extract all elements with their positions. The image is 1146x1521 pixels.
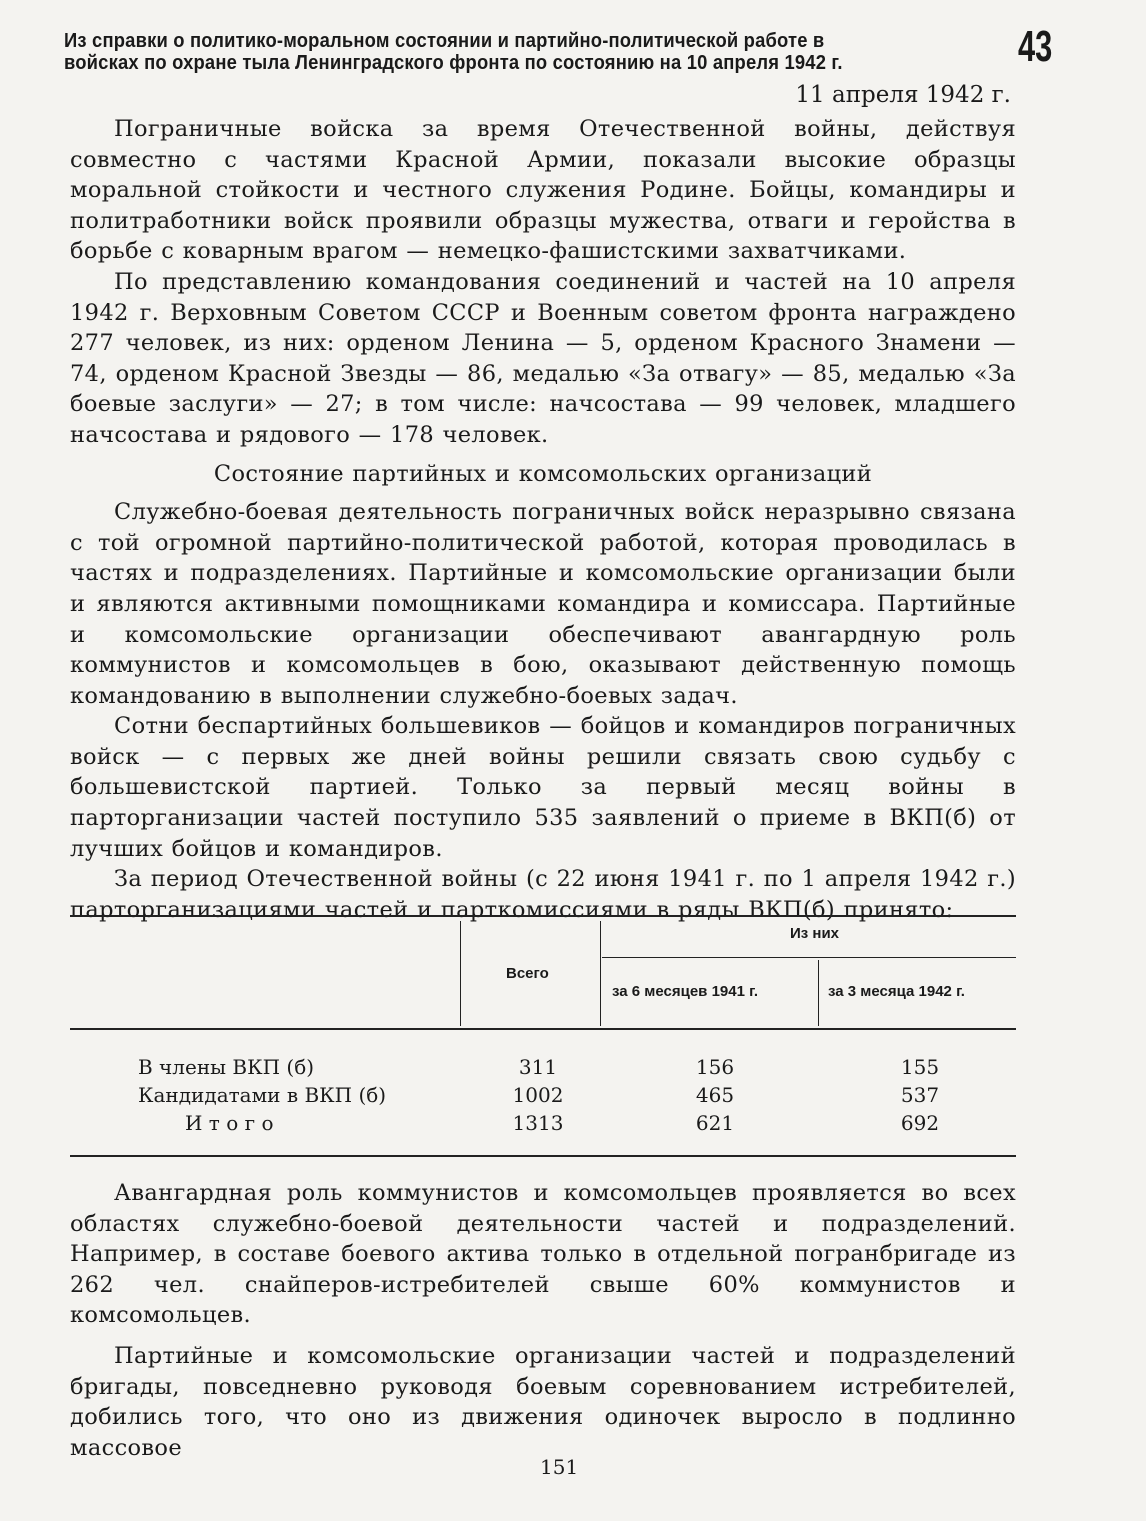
- cell-total: 311: [518, 1055, 558, 1079]
- paragraph: По представлению командования соединений и частей на 10 апреля 1942 г. Верховным Советом СССР и Военным советом фронта награждено 277 человек, из них: орденом Ленина — 5, орденом Красного Знамени — 74, орденом Красной Звезды — 86, медалью «За отвагу» — 85, медалью «За боевые заслуги» — 27; в том числе: начсостава — 99 человек, младшего начсостава и рядового — 178 человек.: [70, 268, 1016, 448]
- admissions-table: [70, 915, 1016, 1160]
- document-heading: Из справки о политико-моральном состоянии и партийно-политической работе в войсках по охране тыла Ленинградского фронта по состоянию на 10 апреля 1942 г.: [64, 30, 843, 74]
- paragraph: Служебно-боевая деятельность пограничных войск неразрывно связана с той огромной партийно-политической работой, которая проводилась в частях и подразделениях. Партийные и комсомольские организации были и являются активными помощниками командира и комиссара. Партийные и комсомольские организации обеспечивают авангардную роль коммунистов и комсомольцев в бою, оказывают действенную помощь командованию в выполнении служебно-боевых задач.: [70, 499, 1016, 709]
- section-subheading: Состояние партийных и комсомольских организаций: [213, 460, 873, 487]
- paragraph: Авангардная роль коммунистов и комсомольцев проявляется во всех областях служебно-боевой деятельности частей и подразделений. Например, в составе боевого актива только в отдельной погранбригаде из 262 чел. снайперов-истребителей свыше 60% коммунистов и комсомольцев.: [70, 1180, 1016, 1329]
- row-label: И т о г о: [185, 1111, 274, 1135]
- cell-1941: 621: [695, 1111, 735, 1135]
- cell-total: 1313: [512, 1111, 564, 1135]
- row-label: Кандидатами в ВКП (б): [138, 1083, 387, 1107]
- cell-1942: 155: [900, 1055, 940, 1079]
- header-1942: за 3 месяца 1942 г.: [828, 983, 965, 1000]
- cell-1942: 692: [900, 1111, 940, 1135]
- document-date: 11 апреля 1942 г.: [795, 82, 1011, 108]
- paragraph: За период Отечественной войны (с 22 июня 1941 г. по 1 апреля 1942 г.) парторганизациями частей и парткомиссиями в ряды ВКП(б) принято:: [70, 866, 1016, 923]
- cell-1941: 156: [695, 1055, 735, 1079]
- paragraph: Партийные и комсомольские организации частей и подразделений бригады, повседневно руководя боевым соревнованием истребителей, добились того, что оно из движения одиночек выросло в подлинно массовое: [70, 1342, 1016, 1461]
- paragraph: Пограничные войска за время Отечественной войны, действуя совместно с частями Красной Армии, показали высокие образцы моральной стойкости и честного служения Родине. Бойцы, командиры и политработники войск проявили образцы мужества, отваги и геройства в борьбе с коварным врагом — немецко-фашистскими захватчиками.: [70, 116, 1016, 265]
- column-divider: [818, 960, 819, 1026]
- body-text-lower: [70, 1178, 1016, 1463]
- cell-total: 1002: [512, 1083, 564, 1107]
- cell-1941: 465: [695, 1083, 735, 1107]
- page-number: 151: [540, 1455, 579, 1479]
- column-divider: [460, 921, 461, 1026]
- header-of-them: Из них: [790, 925, 840, 942]
- paragraph: Сотни беспартийных большевиков — бойцов и командиров пограничных войск — с первых же дней войны решили связать свою судьбу с большевистской партией. Только за первый месяц войны в парторганизации частей поступило 535 заявлений о приеме в ВКП(б) от лучших бойцов и командиров.: [70, 713, 1016, 862]
- row-label: В члены ВКП (б): [138, 1055, 315, 1079]
- header-bottom-rule: [70, 1028, 1016, 1030]
- body-text-upper: [70, 114, 1016, 925]
- subheader-rule: [602, 957, 1016, 958]
- table-bottom-rule: [70, 1155, 1016, 1157]
- header-total: Всего: [506, 965, 549, 982]
- table-top-rule: [70, 915, 1016, 917]
- document-number: 43: [1018, 22, 1053, 71]
- cell-1942: 537: [900, 1083, 940, 1107]
- header-1941: за 6 месяцев 1941 г.: [612, 983, 759, 1000]
- column-divider: [600, 921, 601, 1026]
